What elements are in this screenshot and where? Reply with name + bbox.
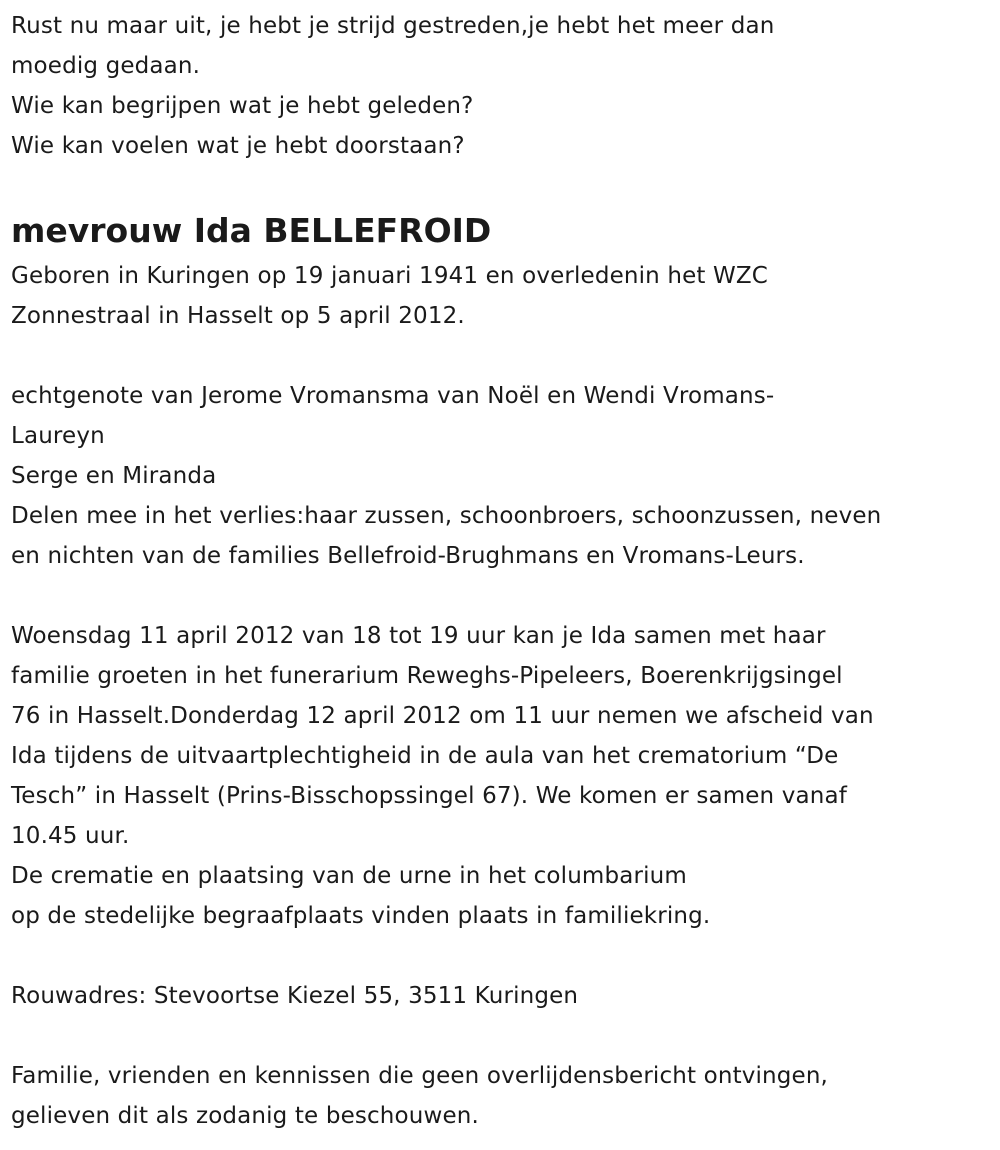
spacer xyxy=(11,336,996,376)
birth-death-line: Geboren in Kuringen op 19 januari 1941 en overledenin het WZC xyxy=(11,263,769,289)
ceremony-line: familie groeten in het funerarium Reweghs-Pipeleers, Boerenkrijgsingel xyxy=(11,663,843,689)
ceremony-line: op de stedelijke begraafplaats vinden plaats in familiekring. xyxy=(11,903,711,929)
spacer xyxy=(11,576,996,616)
ceremony-line: 10.45 uur. xyxy=(11,823,130,849)
ceremony-line: De crematie en plaatsing van de urne in het columbarium xyxy=(11,863,687,889)
poem-line: Wie kan voelen wat je hebt doorstaan? xyxy=(11,133,465,159)
family-block xyxy=(11,376,996,576)
mourning-address: Rouwadres: Stevoortse Kiezel 55, 3511 Kuringen xyxy=(11,983,579,1009)
spacer xyxy=(11,936,996,976)
poem-line: Wie kan begrijpen wat je hebt geleden? xyxy=(11,93,474,119)
obituary-notice xyxy=(11,6,996,1136)
family-line: en nichten van de families Bellefroid-Brughmans en Vromans-Leurs. xyxy=(11,543,805,569)
closing-line: Familie, vrienden en kennissen die geen overlijdensbericht ontvingen, xyxy=(11,1063,829,1089)
closing-line: gelieven dit als zodanig te beschouwen. xyxy=(11,1103,479,1129)
ceremony-line: Ida tijdens de uitvaartplechtigheid in de aula van het crematorium “De xyxy=(11,743,839,769)
spacer xyxy=(11,1016,996,1056)
family-line: Delen mee in het verlies:haar zussen, schoonbroers, schoonzussen, neven xyxy=(11,503,882,529)
closing-block xyxy=(11,1056,996,1136)
birth-death-line: Zonnestraal in Hasselt op 5 april 2012. xyxy=(11,303,465,329)
ceremony-line: Woensdag 11 april 2012 van 18 tot 19 uur kan je Ida samen met haar xyxy=(11,623,826,649)
ceremony-line: Tesch” in Hasselt (Prins-Bisschopssingel 67). We komen er samen vanaf xyxy=(11,783,847,809)
birth-death-block xyxy=(11,256,996,336)
ceremony-block xyxy=(11,616,996,936)
family-line: Laureyn xyxy=(11,423,105,449)
poem-block xyxy=(11,6,996,166)
ceremony-line: 76 in Hasselt.Donderdag 12 april 2012 om 11 uur nemen we afscheid van xyxy=(11,703,874,729)
family-line: echtgenote van Jerome Vromansma van Noël en Wendi Vromans- xyxy=(11,383,775,409)
poem-line: Rust nu maar uit, je hebt je strijd gestreden,je hebt het meer dan xyxy=(11,13,775,39)
deceased-name-title: mevrouw Ida BELLEFROID xyxy=(11,211,492,250)
poem-line: moedig gedaan. xyxy=(11,53,201,79)
family-line: Serge en Miranda xyxy=(11,463,217,489)
spacer xyxy=(11,166,996,206)
